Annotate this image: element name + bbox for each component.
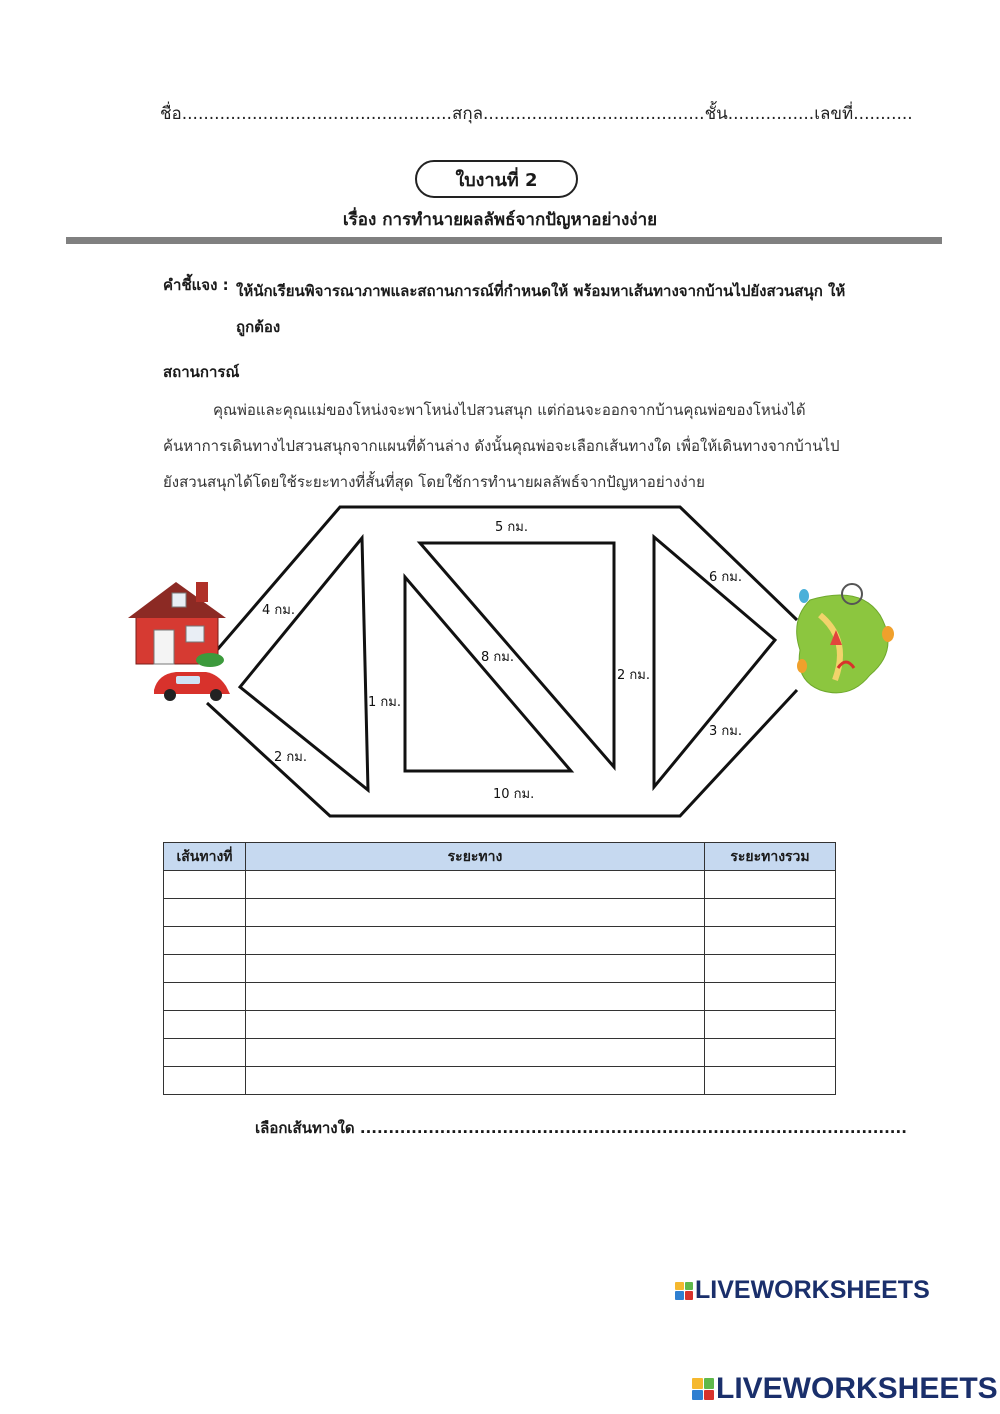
distance-cell[interactable]	[246, 1039, 705, 1067]
route-cell[interactable]	[164, 899, 246, 927]
worksheet-title: ใบงานที่ 2	[455, 169, 538, 191]
amusement-park-icon	[797, 584, 894, 693]
route-cell[interactable]	[164, 1011, 246, 1039]
table-row	[164, 1039, 836, 1067]
distance-top-right: 6 กม.	[709, 570, 742, 585]
total-cell[interactable]	[705, 871, 836, 899]
instructions-label: คำชี้แจง :	[163, 276, 229, 294]
total-cell[interactable]	[705, 1011, 836, 1039]
route-cell[interactable]	[164, 927, 246, 955]
total-cell[interactable]	[705, 983, 836, 1011]
situation-text: คุณพ่อและคุณแม่ของโหน่งจะพาโหน่งไปสวนสนุก แต่ก่อนจะออกจากบ้านคุณพ่อของโหน่งได้ค้นหาการเดินทางไปสวนสนุกจากแผนที่ด้านล่าง ดังนั้นคุณพ่อจะเลือกเส้นทางใด เพื่อให้เดินทางจากบ้านไปยังสวนสนุกได้โดยใช้ระยะทางที่สั้นที่สุด โดยใช้การทำนายผลลัพธ์จากปัญหาอย่างง่าย	[163, 401, 840, 491]
distance-inner-left: 1 กม.	[368, 695, 401, 710]
route-map	[120, 495, 910, 825]
table-row	[164, 927, 836, 955]
house-icon	[128, 582, 226, 667]
total-cell[interactable]	[705, 899, 836, 927]
route-cell[interactable]	[164, 1039, 246, 1067]
distance-bottom-middle: 10 กม.	[493, 787, 535, 802]
distance-bottom-right: 3 กม.	[709, 724, 742, 739]
table-row	[164, 955, 836, 983]
route-cell[interactable]	[164, 955, 246, 983]
total-cell[interactable]	[705, 955, 836, 983]
header-route: เส้นทางที่	[164, 843, 246, 871]
student-info-line: ชื่อ..................................................สกุล.........................................ชั้น................เลขที่...........	[160, 104, 913, 124]
upper-middle-triangle	[420, 543, 614, 767]
car-icon	[154, 672, 230, 701]
divider	[66, 237, 942, 244]
table-row	[164, 871, 836, 899]
header-total: ระยะทางรวม	[705, 843, 836, 871]
brand-logo-footer-icon	[692, 1378, 714, 1400]
distance-cell[interactable]	[246, 955, 705, 983]
total-cell[interactable]	[705, 1067, 836, 1095]
header-distance: ระยะทาง	[246, 843, 705, 871]
distance-top-left: 4 กม.	[262, 603, 295, 618]
distance-bottom-left: 2 กม.	[274, 750, 307, 765]
instructions-text: ให้นักเรียนพิจารณาภาพและสถานการณ์ที่กำหนดให้ พร้อมหาเส้นทางจากบ้านไปยังสวนสนุก ให้ถูกต้อง	[236, 282, 846, 336]
brand-name-footer: LIVEWORKSHEETS	[716, 1372, 998, 1405]
route-cell[interactable]	[164, 1067, 246, 1095]
worksheet-topic: เรื่อง การทำนายผลลัพธ์จากปัญหาอย่างง่าย	[342, 210, 658, 230]
total-cell[interactable]	[705, 1039, 836, 1067]
distance-cell[interactable]	[246, 1011, 705, 1039]
table-row	[164, 1011, 836, 1039]
distance-cell[interactable]	[246, 899, 705, 927]
brand-logo	[675, 1276, 930, 1305]
distance-diagonal: 8 กม.	[481, 650, 514, 665]
distance-cell[interactable]	[246, 1067, 705, 1095]
route-cell[interactable]	[164, 983, 246, 1011]
lower-middle-triangle	[405, 577, 571, 771]
table-row	[164, 899, 836, 927]
table-row	[164, 1067, 836, 1095]
route-cell[interactable]	[164, 871, 246, 899]
answer-prompt: เลือกเส้นทางใด ................................................................................................	[255, 1119, 907, 1137]
total-cell[interactable]	[705, 927, 836, 955]
distance-cell[interactable]	[246, 983, 705, 1011]
distance-top-middle: 5 กม.	[495, 520, 528, 535]
worksheet-title-badge	[415, 160, 578, 198]
brand-logo-footer	[692, 1372, 998, 1406]
route-table	[163, 842, 836, 1095]
distance-inner-right: 2 กม.	[617, 668, 650, 683]
brand-name: LIVEWORKSHEETS	[695, 1276, 930, 1304]
table-row	[164, 983, 836, 1011]
distance-cell[interactable]	[246, 927, 705, 955]
situation-title: สถานการณ์	[163, 363, 240, 381]
distance-cell[interactable]	[246, 871, 705, 899]
brand-logo-icon	[675, 1282, 693, 1300]
